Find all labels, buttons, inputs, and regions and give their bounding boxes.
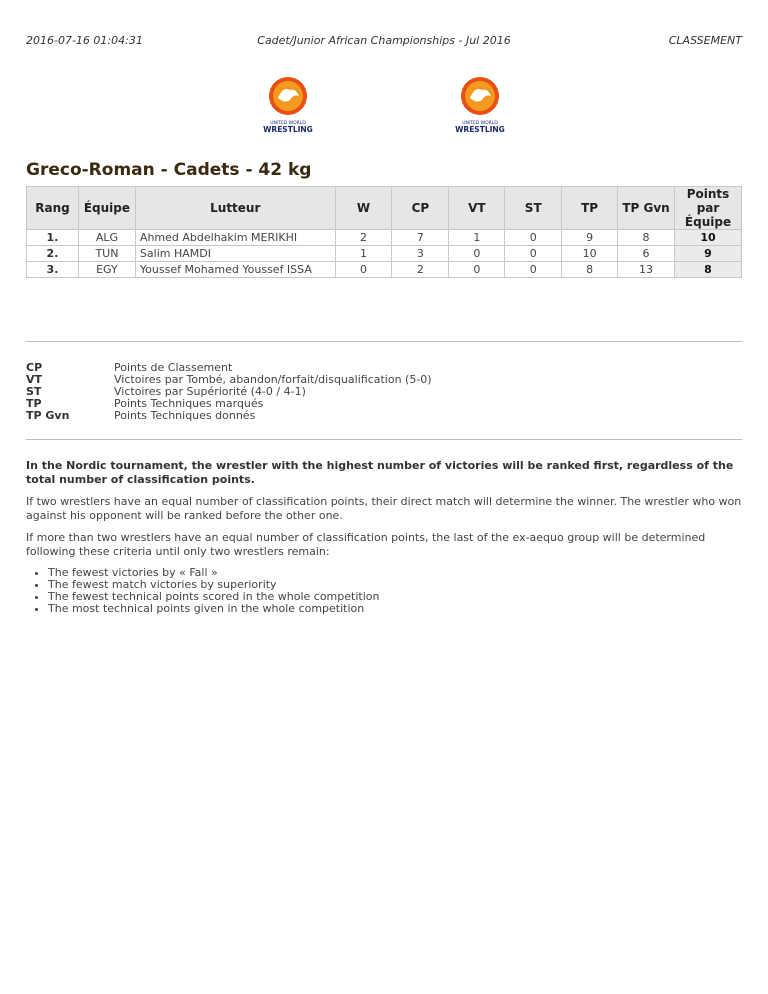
- svg-text:UNITED WORLD: UNITED WORLD: [270, 121, 306, 126]
- cell-tp: 9: [562, 230, 618, 246]
- cell-tp-gvn: 6: [618, 246, 675, 262]
- cell-st: 0: [505, 246, 562, 262]
- list-item: • The fewest victories by « Fall »: [48, 567, 742, 579]
- ranking-rules: [26, 459, 742, 615]
- list-item: • The fewest match victories by superiority: [48, 579, 742, 591]
- cell-w: 0: [335, 262, 392, 278]
- cell-wrestler: Ahmed Abdelhakim MERIKHI: [135, 230, 335, 246]
- nordic-rule: In the Nordic tournament, the wrestler with the highest number of victories will be ranked first, regardless of the total number of classification points.: [26, 459, 734, 486]
- cell-cp: 2: [392, 262, 449, 278]
- cell-rank: 1.: [27, 230, 79, 246]
- cell-cp: 7: [392, 230, 449, 246]
- cell-w: 2: [335, 230, 392, 246]
- cell-vt: 0: [449, 262, 505, 278]
- page-title: Greco-Roman - Cadets - 42 kg: [26, 160, 312, 180]
- uww-logo-left: [263, 76, 313, 136]
- col-team: Équipe: [78, 187, 135, 230]
- legend-desc: Points Techniques donnés: [114, 409, 256, 422]
- ranking-table: [26, 186, 742, 278]
- cell-team: EGY: [78, 262, 135, 278]
- legend-item: [26, 410, 432, 422]
- legend-desc: Victoires par Tombé, abandon/forfait/disqualification (5-0): [114, 373, 432, 386]
- event-name: Cadet/Junior African Championships - Jul 2016: [257, 34, 511, 47]
- table-header-row: [27, 187, 742, 230]
- table-row: [27, 262, 742, 278]
- cell-team: TUN: [78, 246, 135, 262]
- col-tp: TP: [562, 187, 618, 230]
- cell-tp: 8: [562, 262, 618, 278]
- cell-rank: 2.: [27, 246, 79, 262]
- col-vt: VT: [449, 187, 505, 230]
- cell-team: ALG: [78, 230, 135, 246]
- col-cp: CP: [392, 187, 449, 230]
- criteria-list: [26, 567, 742, 615]
- legend-desc: Points de Classement: [114, 361, 233, 374]
- divider-bottom: [26, 439, 742, 440]
- col-wrestler: Lutteur: [135, 187, 335, 230]
- two-equal-rule: If two wrestlers have an equal number of classification points, their direct match will determine the winner. The wrestler who won against his opponent will be ranked before the other one.: [26, 495, 742, 522]
- col-team-points: Points par Équipe: [674, 187, 741, 230]
- divider-top: [26, 341, 742, 342]
- report-header: [26, 34, 742, 50]
- cell-vt: 0: [449, 246, 505, 262]
- cell-st: 0: [505, 230, 562, 246]
- legend-abbr: ST: [26, 385, 42, 398]
- cell-vt: 1: [449, 230, 505, 246]
- col-st: ST: [505, 187, 562, 230]
- report-timestamp: 2016-07-16 01:04:31: [26, 34, 143, 47]
- cell-tp-gvn: 13: [618, 262, 675, 278]
- report-section: CLASSEMENT: [668, 34, 742, 47]
- col-tp-gvn: TP Gvn: [618, 187, 675, 230]
- table-row: [27, 230, 742, 246]
- cell-st: 0: [505, 262, 562, 278]
- legend-desc: Victoires par Supériorité (4-0 / 4-1): [114, 385, 306, 398]
- cell-cp: 3: [392, 246, 449, 262]
- svg-text:UNITED WORLD: UNITED WORLD: [462, 121, 498, 126]
- legend-abbr: TP: [26, 397, 42, 410]
- legend-abbr: TP Gvn: [26, 409, 70, 422]
- more-equal-rule: If more than two wrestlers have an equal number of classification points, the last of the ex-aequo group will be determined following these criteria until only two wrestlers remain:: [26, 531, 706, 558]
- legend-desc: Points Techniques marqués: [114, 397, 264, 410]
- cell-team-points: 10: [674, 230, 741, 246]
- svg-text:WRESTLING: WRESTLING: [455, 125, 505, 134]
- legend-abbr: CP: [26, 361, 43, 374]
- cell-team-points: 9: [674, 246, 741, 262]
- cell-w: 1: [335, 246, 392, 262]
- cell-tp-gvn: 8: [618, 230, 675, 246]
- cell-wrestler: Salim HAMDI: [135, 246, 335, 262]
- cell-team-points: 8: [674, 262, 741, 278]
- legend-abbr: VT: [26, 373, 43, 386]
- list-item: • The fewest technical points scored in the whole competition: [48, 591, 742, 603]
- cell-wrestler: Youssef Mohamed Youssef ISSA: [135, 262, 335, 278]
- abbreviation-legend: [26, 362, 432, 422]
- list-item: • The most technical points given in the whole competition: [48, 603, 742, 615]
- col-rank: Rang: [27, 187, 79, 230]
- cell-tp: 10: [562, 246, 618, 262]
- cell-rank: 3.: [27, 262, 79, 278]
- svg-text:WRESTLING: WRESTLING: [263, 125, 313, 134]
- table-row: [27, 246, 742, 262]
- col-w: W: [335, 187, 392, 230]
- uww-logo-right: [455, 76, 505, 136]
